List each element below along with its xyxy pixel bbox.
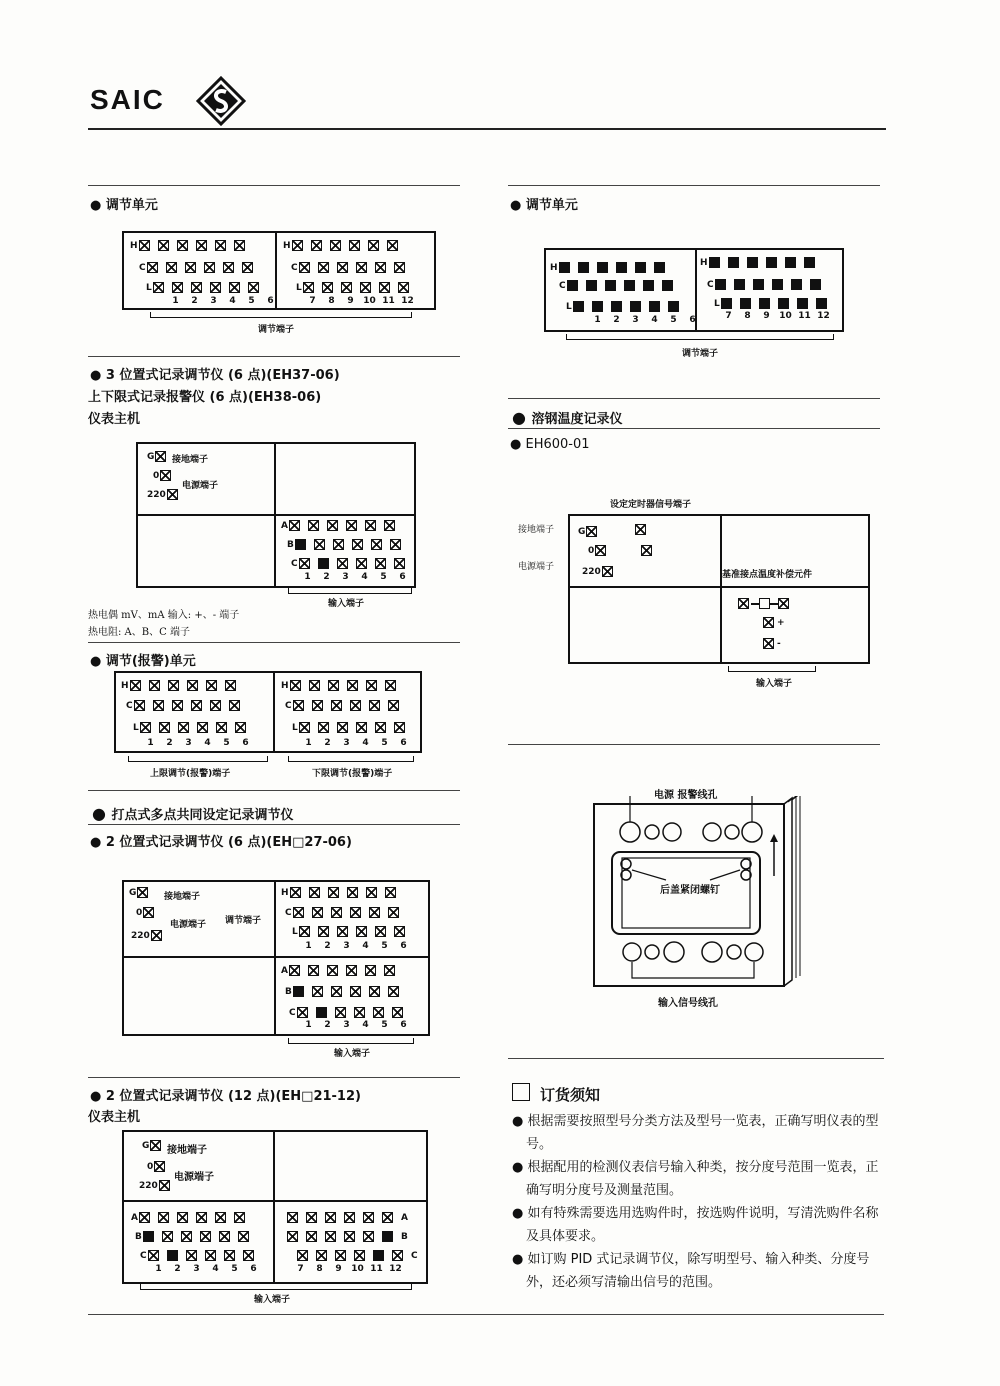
terminal-row-c: C [285, 700, 407, 711]
power-alarm-label: 电源 报警线孔 [654, 790, 718, 801]
compensation-label: 基准接点温度补偿元件 [722, 570, 813, 580]
power-terminal: 220 [131, 930, 170, 941]
section-subtitle: 仪表主机 [88, 412, 141, 427]
input-holes-label: 输入信号线孔 [658, 998, 718, 1009]
terminal-row-l: L [292, 722, 413, 733]
power-terminal: 220 [147, 489, 186, 500]
terminal-row-l: L [292, 926, 413, 937]
brace [140, 1284, 412, 1290]
ground-terminal: G [147, 451, 174, 462]
terminal-row-c: C [139, 262, 261, 273]
list-item: ● 根据配用的检测仪表信号输入种类，按分度号范围一览表，正确写明分度号及测量范围。 [512, 1156, 882, 1202]
ground-terminal: G [578, 526, 605, 537]
ground-terminal: G [129, 887, 156, 898]
terminal-row-h: H [121, 680, 244, 691]
power-terminal: 220 [582, 566, 621, 577]
order-notes-list [512, 1110, 882, 1294]
terminal-row-c: C [285, 907, 407, 918]
brace [288, 588, 412, 594]
brace [150, 312, 412, 318]
power-label: 电源端子 [518, 562, 555, 572]
terminal-row-c: C [297, 1250, 419, 1261]
terminal-row-l: L [566, 301, 687, 312]
brace [288, 1038, 414, 1044]
terminal-row-b: B [287, 539, 409, 550]
divider [720, 514, 722, 664]
terminal-row-h: H [550, 262, 673, 273]
ground-label: 接地端子 [167, 1145, 207, 1156]
section-subtitle: ● 2 位置式记录调节仪 (12 点)(EH□21-12) [90, 1089, 361, 1104]
logo-text: SAIC [90, 84, 165, 115]
terminal-row-b: B [135, 1231, 257, 1242]
terminal-numbers: 1 2 3 4 5 6 [594, 315, 696, 325]
caption: 上限调节(报警)端子 [150, 769, 231, 779]
order-notes-title: 订货须知 [540, 1086, 601, 1104]
terminal-numbers: 1 2 3 4 5 6 [304, 572, 406, 582]
terminal-row-l: L [714, 298, 835, 309]
section-title: ● 调节(报警)单元 [90, 654, 196, 669]
divider [508, 398, 880, 399]
power-terminal: 0 [153, 470, 179, 481]
ground-label: 接地端子 [172, 455, 209, 465]
terminal-row-c: C [559, 280, 681, 291]
ground-terminal: G [142, 1140, 169, 1151]
section-title: ● 调节单元 [90, 198, 158, 213]
divider [508, 744, 880, 745]
ground-label: 接地端子 [164, 892, 201, 902]
list-item: ● 根据需要按照型号分类方法及型号一览表，正确写明仪表的型号。 [512, 1110, 882, 1156]
caption: 输入端子 [334, 1049, 371, 1059]
divider [88, 824, 460, 825]
divider [88, 642, 460, 643]
terminal-numbers: 1 2 3 4 5 6 [147, 738, 249, 748]
minus-terminal: - [763, 638, 782, 649]
note: 热电偶 mV、mA 输入: +、- 端子 [88, 610, 240, 621]
terminal-row-c: C [140, 1250, 262, 1261]
brace [128, 756, 268, 762]
divider [508, 1058, 884, 1059]
terminal-row-a: A [281, 520, 403, 531]
steel-recorder-diagram [568, 514, 870, 664]
terminal-row-c: C [289, 1007, 411, 1018]
control-label: 调节端子 [225, 916, 262, 926]
caption: 下限调节(报警)端子 [312, 769, 393, 779]
terminal-row-a: A [287, 1212, 409, 1223]
terminal-row-h: H [283, 240, 406, 251]
brace [728, 666, 816, 672]
power-label: 电源端子 [182, 481, 219, 491]
terminal-numbers: 1 2 3 4 5 6 [305, 1020, 407, 1030]
header-rule [88, 128, 886, 130]
terminal-row-h: H [281, 680, 404, 691]
power-label: 电源端子 [170, 920, 207, 930]
section-subtitle: 仪表主机 [88, 1110, 141, 1125]
terminal-row-c: C [126, 700, 248, 711]
section-title: ● 调节单元 [510, 198, 578, 213]
divider [568, 586, 870, 588]
timer-label: 设定定时器信号端子 [610, 500, 692, 510]
terminal-numbers: 1 2 3 4 5 6 [172, 296, 274, 306]
section-subtitle: 上下限式记录报警仪 (6 点)(EH38-06) [88, 390, 322, 405]
section-title: ● 打点式多点共同设定记录调节仪 [92, 804, 294, 823]
terminal-row-h: H [130, 240, 253, 251]
terminal-numbers: 1 2 3 4 5 6 [155, 1264, 257, 1274]
caption: 调节端子 [258, 325, 295, 335]
terminal-numbers: 1 2 3 4 5 6 [305, 941, 407, 951]
terminal-row-c: C [291, 262, 413, 273]
power-terminal: 0 [588, 545, 614, 556]
footer-rule [88, 1314, 884, 1315]
terminal-row-l: L [146, 282, 267, 293]
ground-label: 接地端子 [518, 525, 555, 535]
divider [88, 185, 460, 186]
recorder-back-panel [588, 796, 808, 996]
list-item: ● 如有特殊需要选用选购件时，按选购件说明，写清洗购件名称及具体要求。 [512, 1202, 882, 1248]
divider [508, 428, 880, 429]
power-terminal: 0 [136, 907, 162, 918]
divider [88, 1077, 460, 1078]
section-title: ● 3 位置式记录调节仪 (6 点)(EH37-06) [90, 368, 340, 383]
terminal-row-l: L [296, 282, 417, 293]
caption: 输入端子 [328, 599, 365, 609]
terminal-row-c: C [707, 279, 829, 290]
divider [274, 880, 276, 1036]
note: 热电阻: A、B、C 端子 [88, 627, 190, 638]
terminal-numbers: 1 2 3 4 5 6 [305, 738, 407, 748]
divider [273, 1130, 275, 1284]
terminal-row-h: H [700, 257, 823, 268]
terminal-numbers: 7 8 9 10 11 12 [297, 1264, 402, 1274]
terminal-row-a: A [131, 1212, 253, 1223]
terminal-row-h: H [281, 887, 404, 898]
plus-terminal: + [763, 617, 786, 628]
divider [88, 790, 460, 791]
divider [122, 1200, 428, 1202]
divider [273, 671, 275, 753]
terminal-row-c: C [291, 558, 413, 569]
section-title: ● 溶钢温度记录仪 [512, 408, 623, 427]
screw-label: 后盖紧闭螺钉 [660, 885, 720, 896]
caption: 调节端子 [682, 349, 719, 359]
divider [136, 514, 416, 516]
timer-terminal [635, 524, 654, 535]
divider [122, 956, 430, 958]
terminal-row-a: A [281, 965, 403, 976]
section-subtitle: ● 2 位置式记录调节仪 (6 点)(EH□27-06) [90, 835, 352, 850]
terminal-row-l: L [133, 722, 254, 733]
divider [88, 356, 460, 357]
saic-logo-icon [196, 76, 246, 126]
list-item: ● 如订购 PID 式记录调节仪，除写明型号、输入种类、分度号外，还必须写清输出信号的范围。 [512, 1248, 882, 1294]
section-subtitle: ● EH600-01 [510, 437, 590, 452]
terminal-numbers: 7 8 9 10 11 12 [309, 296, 414, 306]
terminal-row-b: B [285, 986, 407, 997]
terminal-row-b: B [287, 1231, 409, 1242]
power-terminal: 220 [139, 1180, 178, 1191]
terminal-numbers: 7 8 9 10 11 12 [725, 311, 830, 321]
compensation-element [738, 598, 797, 609]
brace [288, 756, 414, 762]
power-terminal: 0 [147, 1161, 173, 1172]
power-label: 电源端子 [174, 1172, 214, 1183]
timer-terminal [641, 545, 660, 556]
divider [508, 185, 880, 186]
caption: 输入端子 [254, 1295, 291, 1305]
brace [566, 334, 834, 340]
caption: 输入端子 [756, 679, 793, 689]
checkbox-icon [512, 1083, 530, 1101]
